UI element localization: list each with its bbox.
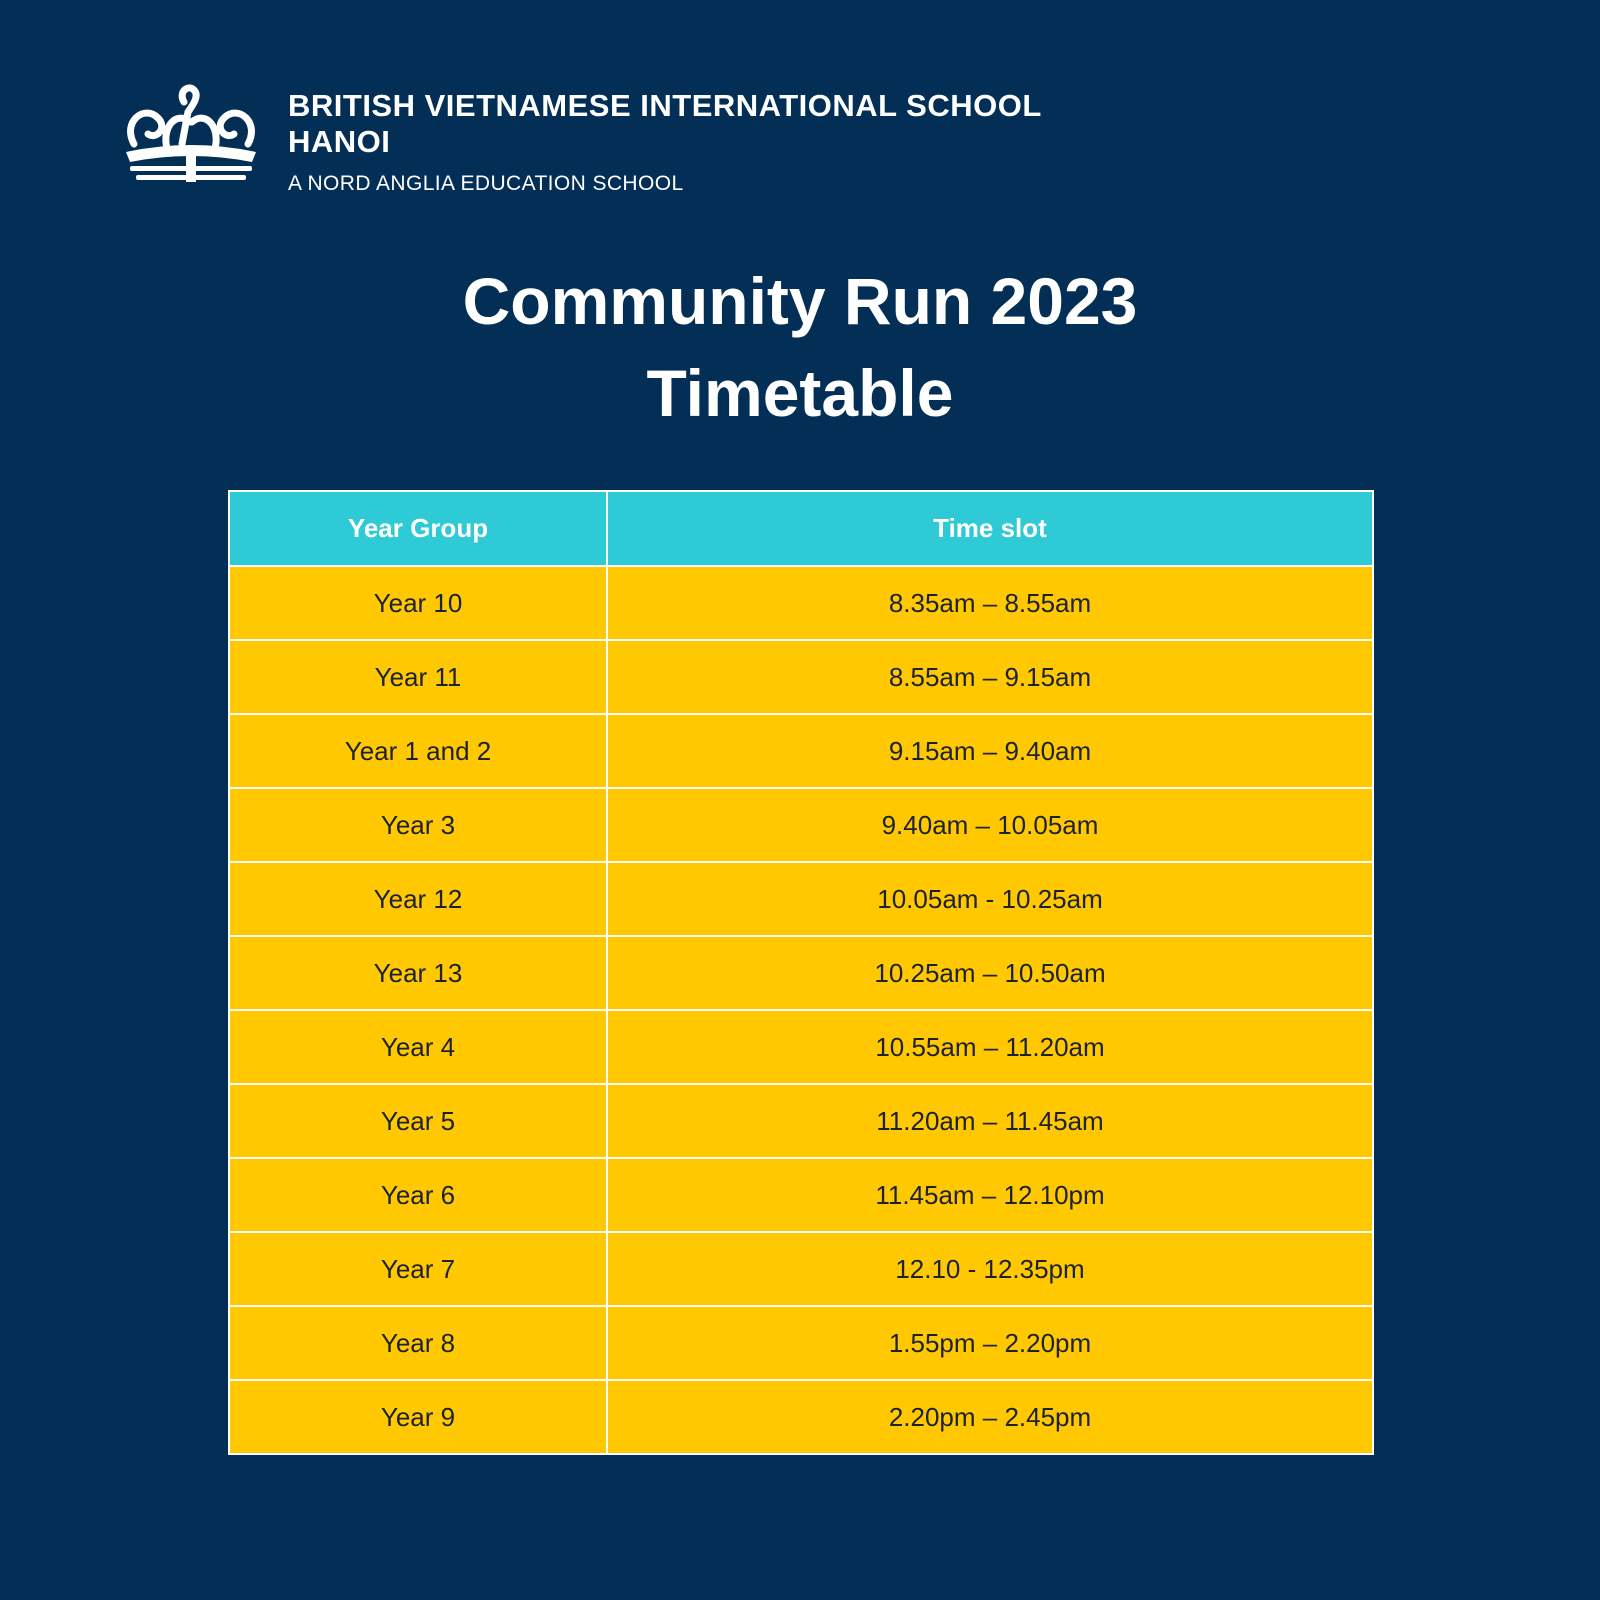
school-text-block <box>288 82 1042 196</box>
timetable-table <box>228 490 1374 1455</box>
time-slot-cell: 2.20pm – 2.45pm <box>607 1380 1373 1454</box>
time-slot-cell: 8.35am – 8.55am <box>607 566 1373 640</box>
time-slot-cell: 1.55pm – 2.20pm <box>607 1306 1373 1380</box>
year-group-cell: Year 13 <box>229 936 607 1010</box>
time-slot-cell: 11.45am – 12.10pm <box>607 1158 1373 1232</box>
year-group-cell: Year 9 <box>229 1380 607 1454</box>
time-slot-cell: 8.55am – 9.15am <box>607 640 1373 714</box>
time-slot-cell: 9.40am – 10.05am <box>607 788 1373 862</box>
table-row <box>229 640 1373 714</box>
table-row <box>229 1158 1373 1232</box>
table-row <box>229 1232 1373 1306</box>
time-slot-cell: 9.15am – 9.40am <box>607 714 1373 788</box>
table-header-row <box>229 491 1373 566</box>
year-group-cell: Year 1 and 2 <box>229 714 607 788</box>
page-title-line1: Community Run 2023 <box>462 264 1138 338</box>
header-year-group: Year Group <box>229 491 607 566</box>
table-row <box>229 862 1373 936</box>
table-row <box>229 1010 1373 1084</box>
header-time-slot: Time slot <box>607 491 1373 566</box>
time-slot-cell: 11.20am – 11.45am <box>607 1084 1373 1158</box>
page-title-line2: Timetable <box>646 356 954 430</box>
year-group-cell: Year 4 <box>229 1010 607 1084</box>
year-group-cell: Year 8 <box>229 1306 607 1380</box>
crown-book-logo-icon <box>116 82 266 192</box>
table-row <box>229 1380 1373 1454</box>
year-group-cell: Year 5 <box>229 1084 607 1158</box>
school-name-line1: BRITISH VIETNAMESE INTERNATIONAL SCHOOL <box>288 88 1042 123</box>
table-row <box>229 566 1373 640</box>
time-slot-cell: 10.05am - 10.25am <box>607 862 1373 936</box>
school-name-line2: HANOI <box>288 124 391 159</box>
year-group-cell: Year 6 <box>229 1158 607 1232</box>
table-row <box>229 936 1373 1010</box>
time-slot-cell: 10.25am – 10.50am <box>607 936 1373 1010</box>
year-group-cell: Year 10 <box>229 566 607 640</box>
table-row <box>229 1084 1373 1158</box>
time-slot-cell: 12.10 - 12.35pm <box>607 1232 1373 1306</box>
year-group-cell: Year 11 <box>229 640 607 714</box>
school-subtitle: A NORD ANGLIA EDUCATION SCHOOL <box>288 172 684 195</box>
year-group-cell: Year 12 <box>229 862 607 936</box>
table-row <box>229 1306 1373 1380</box>
year-group-cell: Year 7 <box>229 1232 607 1306</box>
table-row <box>229 714 1373 788</box>
time-slot-cell: 10.55am – 11.20am <box>607 1010 1373 1084</box>
school-header <box>116 82 1042 196</box>
year-group-cell: Year 3 <box>229 788 607 862</box>
table-row <box>229 788 1373 862</box>
